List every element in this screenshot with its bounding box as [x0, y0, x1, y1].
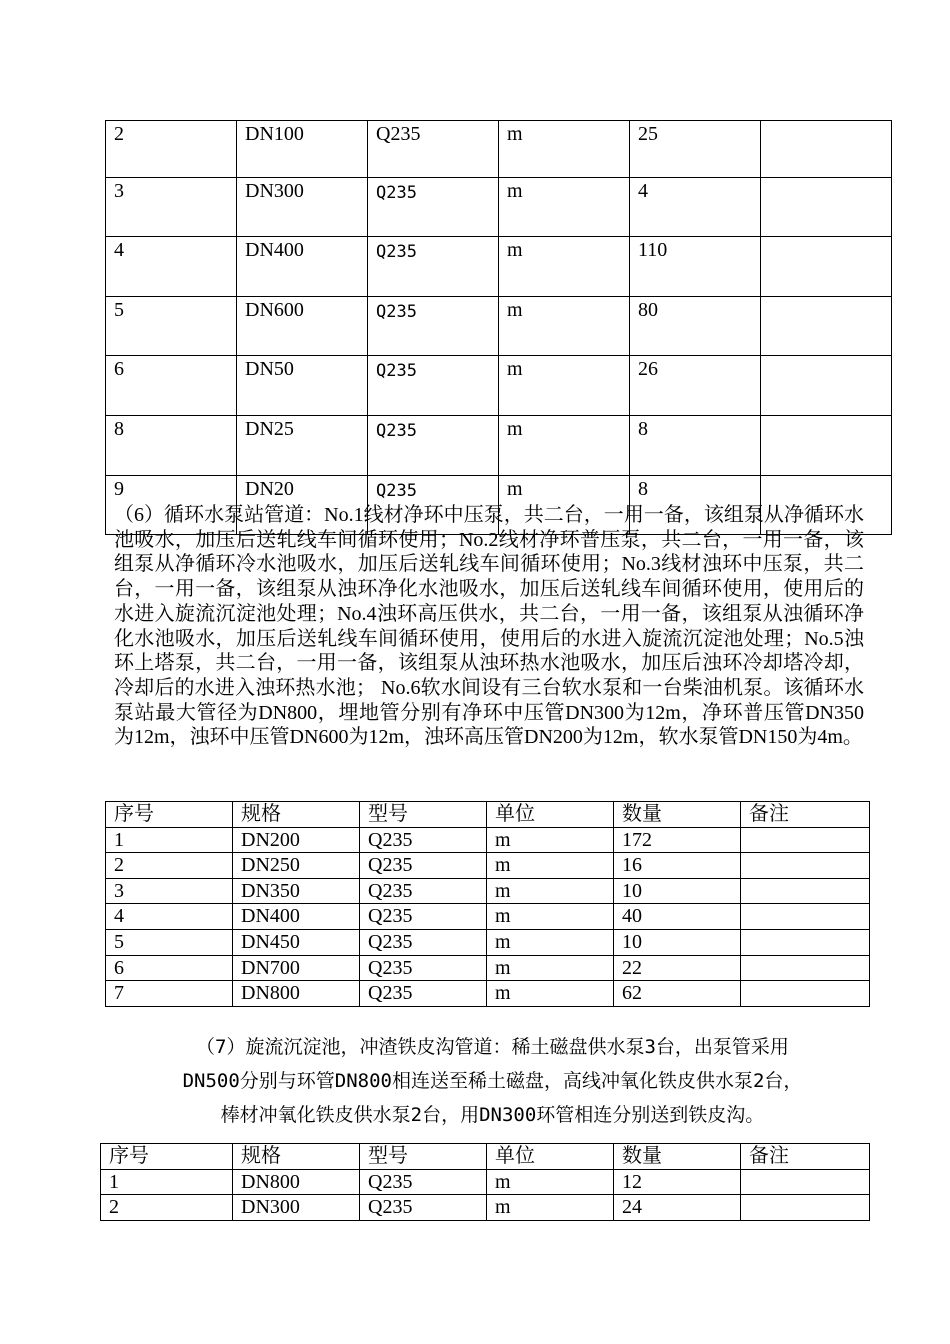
header-quantity: 数量 — [614, 1144, 741, 1170]
cell-index: 7 — [106, 981, 233, 1007]
cell-quantity: 26 — [630, 356, 761, 416]
section-7-line: 棒材冲氧化铁皮供水泵2台，用DN300环管相连分别送到铁皮沟。 — [220, 1104, 765, 1126]
cell-spec: DN700 — [233, 955, 360, 981]
cell-spec: DN300 — [237, 177, 368, 237]
cell-unit: m — [499, 296, 630, 356]
cell-model: Q235 — [360, 955, 487, 981]
cell-quantity: 62 — [614, 981, 741, 1007]
cell-remark — [741, 955, 870, 981]
table-row — [106, 853, 870, 879]
cell-quantity: 12 — [614, 1169, 741, 1195]
cell-spec: DN200 — [233, 827, 360, 853]
cell-index: 9 — [106, 475, 237, 535]
table-row — [106, 177, 892, 237]
cell-unit: m — [499, 415, 630, 475]
cell-remark — [761, 356, 892, 416]
table-header-row — [106, 802, 870, 828]
cell-remark — [741, 1169, 870, 1195]
cell-model: Q235 — [368, 475, 499, 535]
cell-unit: m — [487, 1169, 614, 1195]
cell-quantity: 80 — [630, 296, 761, 356]
cell-remark — [761, 415, 892, 475]
cell-remark — [741, 827, 870, 853]
cell-remark — [761, 121, 892, 178]
cell-spec: DN600 — [237, 296, 368, 356]
cell-model: Q235 — [368, 296, 499, 356]
table-row — [106, 827, 870, 853]
cell-remark — [741, 878, 870, 904]
cell-remark — [741, 904, 870, 930]
header-unit: 单位 — [487, 1144, 614, 1170]
table-row — [101, 1195, 870, 1221]
cell-model: Q235 — [360, 853, 487, 879]
cell-spec: DN350 — [233, 878, 360, 904]
cell-unit: m — [487, 904, 614, 930]
pipe-table-3 — [100, 1143, 870, 1221]
cell-model: Q235 — [360, 1169, 487, 1195]
table-row — [106, 237, 892, 297]
table-header-row — [101, 1144, 870, 1170]
header-remark: 备注 — [741, 1144, 870, 1170]
cell-quantity: 8 — [630, 475, 761, 535]
cell-index: 5 — [106, 929, 233, 955]
cell-unit: m — [499, 177, 630, 237]
header-unit: 单位 — [487, 802, 614, 828]
header-remark: 备注 — [741, 802, 870, 828]
cell-spec: DN450 — [233, 929, 360, 955]
table-row — [106, 878, 870, 904]
section-7-line: DN500分别与环管DN800相连送至稀土磁盘，高线冲氧化铁皮供水泵2台， — [182, 1070, 803, 1092]
cell-unit: m — [487, 878, 614, 904]
cell-spec: DN25 — [237, 415, 368, 475]
header-spec: 规格 — [233, 1144, 360, 1170]
cell-unit: m — [499, 121, 630, 178]
cell-remark — [741, 853, 870, 879]
section-7-line: （7）旋流沉淀池，冲渣铁皮沟管道：稀土磁盘供水泵3台，出泵管采用 — [196, 1036, 789, 1058]
cell-remark — [761, 296, 892, 356]
section-7-paragraph — [120, 1030, 865, 1132]
cell-remark — [741, 981, 870, 1007]
cell-index: 6 — [106, 356, 237, 416]
cell-index: 2 — [106, 853, 233, 879]
cell-index: 5 — [106, 296, 237, 356]
cell-quantity: 16 — [614, 853, 741, 879]
cell-quantity: 10 — [614, 929, 741, 955]
cell-index: 1 — [106, 827, 233, 853]
table-row — [106, 929, 870, 955]
cell-quantity: 172 — [614, 827, 741, 853]
cell-remark — [761, 237, 892, 297]
table-row — [106, 356, 892, 416]
cell-unit: m — [499, 237, 630, 297]
header-model: 型号 — [360, 802, 487, 828]
cell-quantity: 25 — [630, 121, 761, 178]
cell-spec: DN50 — [237, 356, 368, 416]
cell-index: 2 — [106, 121, 237, 178]
cell-unit: m — [499, 356, 630, 416]
cell-quantity: 40 — [614, 904, 741, 930]
section-6-paragraph: （6）循环水泵站管道：No.1线材净环中压泵，共二台，一用一备，该组泵从净循环水池吸水，加压后送轧线车间循环使用；No.2线材净环普压泵，共二台，一用一备，该组泵从净循环冷水池吸水，加压后送轧线车间循环使用；No.3线材浊环中压泵，共二台，一用一备，该组泵从浊环净化水池吸水，加压后送轧线车间循环使用，使用后的水进入旋流沉淀池处理；No.4浊环高压供水，共二台，一用一备，该组泵从浊循环净化水池吸水，加压后送轧线车间循环使用，使用后的水进入旋流沉淀池处理；No.5浊环上塔泵，共二台，一用一备，该组泵从浊环热水池吸水，加压后浊环冷却塔冷却，冷却后的水进入浊环热水池； No.6软水间设有三台软水泵和一台柴油机泵。该循环水泵站最大管径为DN800，埋地管分别有净环中压管DN300为12m，净环普压管DN350为12m，浊环中压管DN600为12m，浊环高压管DN200为12m，软水泵管DN150为4m。 — [114, 504, 864, 749]
cell-quantity: 10 — [614, 878, 741, 904]
table-row — [106, 904, 870, 930]
cell-model: Q235 — [360, 1195, 487, 1221]
cell-spec: DN100 — [237, 121, 368, 178]
header-index: 序号 — [101, 1144, 233, 1170]
cell-unit: m — [487, 827, 614, 853]
cell-spec: DN800 — [233, 1169, 360, 1195]
cell-unit: m — [487, 1195, 614, 1221]
cell-model: Q235 — [368, 177, 499, 237]
table-row — [106, 955, 870, 981]
cell-spec: DN250 — [233, 853, 360, 879]
cell-spec: DN400 — [233, 904, 360, 930]
cell-index: 1 — [101, 1169, 233, 1195]
cell-quantity: 24 — [614, 1195, 741, 1221]
cell-remark — [741, 929, 870, 955]
cell-unit: m — [499, 475, 630, 535]
cell-index: 8 — [106, 415, 237, 475]
table-row — [106, 981, 870, 1007]
cell-model: Q235 — [360, 878, 487, 904]
cell-model: Q235 — [360, 827, 487, 853]
cell-unit: m — [487, 929, 614, 955]
cell-spec: DN800 — [233, 981, 360, 1007]
pipe-table-1 — [105, 120, 892, 535]
cell-remark — [741, 1195, 870, 1221]
cell-model: Q235 — [368, 121, 499, 178]
cell-model: Q235 — [360, 904, 487, 930]
table-row — [101, 1169, 870, 1195]
cell-index: 3 — [106, 177, 237, 237]
pipe-table-2 — [105, 801, 870, 1007]
header-index: 序号 — [106, 802, 233, 828]
header-spec: 规格 — [233, 802, 360, 828]
table-row — [106, 121, 892, 178]
table-row — [106, 296, 892, 356]
cell-spec: DN300 — [233, 1195, 360, 1221]
cell-quantity: 110 — [630, 237, 761, 297]
cell-index: 2 — [101, 1195, 233, 1221]
cell-remark — [761, 177, 892, 237]
cell-model: Q235 — [368, 415, 499, 475]
cell-index: 6 — [106, 955, 233, 981]
cell-quantity: 22 — [614, 955, 741, 981]
cell-quantity: 4 — [630, 177, 761, 237]
cell-index: 4 — [106, 904, 233, 930]
cell-model: Q235 — [360, 929, 487, 955]
cell-model: Q235 — [368, 237, 499, 297]
cell-model: Q235 — [368, 356, 499, 416]
cell-index: 4 — [106, 237, 237, 297]
cell-quantity: 8 — [630, 415, 761, 475]
table-row — [106, 415, 892, 475]
header-model: 型号 — [360, 1144, 487, 1170]
cell-unit: m — [487, 955, 614, 981]
cell-model: Q235 — [360, 981, 487, 1007]
cell-unit: m — [487, 981, 614, 1007]
cell-spec: DN20 — [237, 475, 368, 535]
cell-spec: DN400 — [237, 237, 368, 297]
cell-unit: m — [487, 853, 614, 879]
cell-index: 3 — [106, 878, 233, 904]
header-quantity: 数量 — [614, 802, 741, 828]
